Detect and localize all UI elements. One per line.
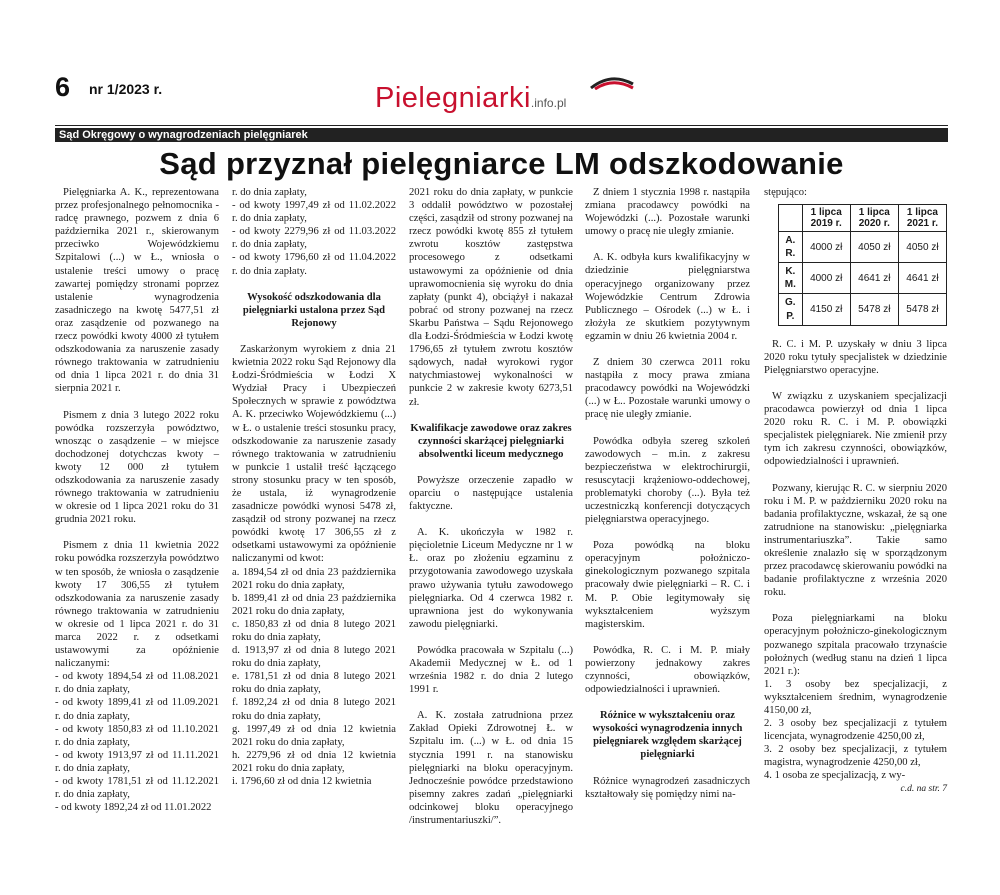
- page-number: 6: [55, 72, 71, 102]
- paragraph: Pozwany, kierując R. C. w sierpniu 2020 roku i M. P. w październiku 2020 roku na badania profilaktyczne, wskazał, że są one zatrudnione na stanowisku: „pielęgniarka instrumentariuszka”. Takie samo określenie znalazło się w sporządzonym przez pracodawcę skierowaniu powódki na badanie profilaktyczne z września 2020 roku.: [764, 482, 947, 599]
- paragraph: Poza powódką na bloku operacyjnym położniczo-ginekologicznym pozwanego szpitala pracowały dwie pielęgniarki – R. C. i M. P. Obie legitymowały się wykształceniem wyższym magisterskim.: [585, 540, 750, 630]
- article-headline: Sąd przyznał pielęgniarce LM odszkodowanie: [159, 146, 844, 181]
- table-row: [779, 294, 947, 325]
- list-item: i. 1796,60 zł od dnia 12 kwietnia: [232, 776, 372, 788]
- column-5: [764, 186, 947, 809]
- list-item: - od kwoty 1781,51 zł od 11.12.2021 r. do dnia zapłaty,: [55, 776, 219, 801]
- list-item: 4. 1 osoba ze specjalizacją, z wy-: [764, 770, 906, 782]
- site-logo: [375, 82, 566, 115]
- table-cell: 5478 zł: [898, 294, 946, 325]
- paragraph: Pismem z dnia 3 lutego 2022 roku powódka rozszerzyła powództwo, wnosząc o zasądzenie – w miejsce dochodzonej dotychczas kwoty – kwoty 12 000 zł tytułem odszkodowania za naruszenie zasady równego traktowania w zatrudnieniu w okresie od 1 lipca 2021 roku do 31 grudnia 2021 roku.: [55, 409, 219, 526]
- table-cell: 4050 zł: [850, 232, 898, 263]
- table-cell: 5478 zł: [850, 294, 898, 325]
- list-item: d. 1913,97 zł od dnia 8 lutego 2021 roku do dnia zapłaty,: [232, 645, 396, 670]
- paragraph: Powódka pracowała w Szpitalu (...) Akademii Medycznej w Ł. od 1 września 1982 r. do dnia 2 lutego 1991 r.: [409, 644, 573, 696]
- table-header: 1 lipca 2019 r.: [802, 205, 850, 232]
- table-cell: 4641 zł: [898, 263, 946, 294]
- list-item: 3. 2 osoby bez specjalizacji, z tytułem magistra, wynagrodzenie 4250,00 zł,: [764, 744, 947, 769]
- list-item: - od kwoty 1892,24 zł od 11.01.2022: [55, 802, 212, 814]
- column-1: [55, 186, 219, 814]
- page-header: [55, 72, 948, 128]
- salary-table: [778, 204, 947, 326]
- paragraph: Powyższe orzeczenie zapadło w oparciu o następujące ustalenia faktyczne.: [409, 474, 573, 513]
- list-item: b. 1899,41 zł od dnia 23 października 2021 roku do dnia zapłaty,: [232, 592, 396, 617]
- paragraph: Pielęgniarka A. K., reprezentowana przez profesjonalnego pełnomocnika - radcę prawnego, pozwem z dnia 6 października 2021 r., skierowanym przeciwko Wojewódzkiemu Szpitalowi (...) w Ł., wniosła o ustalenie treści umowy o pracę zawartej pomiędzy stronami poprzez ustalenie wynagrodzenia zasadniczego na kwotę 5477,51 zł oraz zasądzenie od pozwanego na rzecz powódki kwoty 4000 zł tytułem odszkodowania za naruszenie zasady równego traktowania w zatrudnieniu od dnia 1 lipca 2021 r. do dnia 31 sierpnia 2021 r.: [55, 187, 219, 395]
- paragraph: Różnice wynagrodzeń zasadniczych kształtowały się pomiędzy nimi na-: [585, 775, 750, 800]
- list-item: f. 1892,24 zł od dnia 8 lutego 2021 roku do dnia zapłaty,: [232, 697, 396, 722]
- subheading: Kwalifikacje zawodowe oraz zakres czynności skarżącej pielęgniarki absolwentki liceum medycznego: [410, 422, 572, 460]
- subheading: Różnice w wykształceniu oraz wysokości wynagrodzenia innych pielęgniarek względem skarżącej pielęgniarki: [592, 710, 743, 761]
- paragraph: Pismem z dnia 11 kwietnia 2022 roku powódka rozszerzyła powództwo w ten sposób, że wniosła o zasądzenie kwoty 17 306,55 zł tytułem odszkodowania za naruszenie zasady równego traktowania w zatrudnieniu w okresie od 1 lipca 2021 r. do 31 marca 2022 r. z odsetkami ustawowymi za opóźnienie naliczanymi:: [55, 540, 219, 670]
- paragraph: Powódka, R. C. i M. P. miały powierzony jednakowy zakres czynności, obowiązków, odpowiedzialności i uprawnień.: [585, 644, 750, 696]
- column-2: [232, 186, 396, 788]
- list-item: - od kwoty 1796,60 zł od 11.04.2022 r. do dnia zapłaty.: [232, 252, 396, 277]
- issue-number: nr 1/2023 r.: [89, 81, 163, 97]
- paragraph: R. C. i M. P. uzyskały w dniu 3 lipca 2020 roku tytuły specjalistek w dziedzinie Pielęgniarstwo operacyjne.: [764, 338, 947, 376]
- table-cell: 4000 zł: [802, 232, 850, 263]
- table-row: [779, 232, 947, 263]
- list-item: - od kwoty 1850,83 zł od 11.10.2021 r. do dnia zapłaty,: [55, 723, 219, 748]
- list-item: - od kwoty 1913,97 zł od 11.11.2021 r. do dnia zapłaty,: [55, 749, 219, 774]
- paragraph: Poza pielęgniarkami na bloku operacyjnym położniczo-ginekologicznym pozwanego szpitala pracowało trzynaście położnych (według stanu na dzień 1 lipca 2021 r.):: [764, 613, 947, 677]
- paragraph: Powódka odbyła szereg szkoleń zawodowych – m.in. z zakresu bezpieczeństwa w elektrochirurgii, resuscytacji krążeniowo-oddechowej, problematyki choroby (...). Była też uczestniczką konferencji dotyczących pielęgniarstwa operacyjnego.: [585, 435, 750, 526]
- row-label: G. P.: [779, 294, 803, 325]
- paragraph: Zaskarżonym wyrokiem z dnia 21 kwietnia 2022 roku Sąd Rejonowy dla Łodzi-Śródmieścia w Łodzi X Wydział Pracy i Ubezpieczeń Społecznych w sprawie z powództwa A. K. przeciwko Wojewódzkiemu (...) w Ł. o ustalenie treści stosunku pracy, odszkodowanie za naruszenie zasady równego traktowania w zatrudnieniu w punkcie 1 ustalił treść łączącego strony stosunku pracy w ten sposób, że ustala, iż wynagrodzenie zasadnicze powódki wynosi 5478 zł, zasądził od strony pozwanej na rzecz powódki kwotę 17 306,55 zł z odsetkami ustawowymi za opóźnienie naliczanymi od kwot:: [232, 343, 396, 565]
- table-header: 1 lipca 2021 r.: [898, 205, 946, 232]
- list-item: h. 2279,96 zł od dnia 12 kwietnia 2021 roku do dnia zapłaty,: [232, 749, 396, 774]
- table-cell: 4000 zł: [802, 263, 850, 294]
- row-label: K. M.: [779, 263, 803, 294]
- header-divider: [55, 125, 948, 126]
- paragraph: W związku z uzyskaniem specjalizacji pracodawca powierzył od dnia 1 lipca 2020 roku R. C. i M. P. obowiązki specjalistek pielęgniarek. Nie zmienił przy tym ich zakresu czynności, obowiązków, odpowiedzialności i uprawnień.: [764, 390, 947, 468]
- paragraph: stępująco:: [764, 187, 807, 198]
- list-item: g. 1997,49 zł od dnia 12 kwietnia 2021 roku do dnia zapłaty,: [232, 723, 396, 748]
- table-header-row: [779, 205, 947, 232]
- list-item: a. 1894,54 zł od dnia 23 października 2021 roku do dnia zapłaty,: [232, 566, 396, 591]
- list-item: c. 1850,83 zł od dnia 8 lutego 2021 roku do dnia zapłaty,: [232, 618, 396, 643]
- list-item: e. 1781,51 zł od dnia 8 lutego 2021 roku do dnia zapłaty,: [232, 671, 396, 696]
- row-label: A. R.: [779, 232, 803, 263]
- logo-main-text: Pielegniarki: [375, 82, 531, 114]
- table-corner: [779, 205, 803, 232]
- table-cell: 4641 zł: [850, 263, 898, 294]
- logo-sub-text: .info.pl: [530, 96, 567, 110]
- column-4: [585, 186, 750, 814]
- paragraph: 2021 roku do dnia zapłaty, w punkcie 3 oddalił powództwo w pozostałej części, zasądził od strony pozwanej na rzecz powódki kwotę 855 zł tytułem zwrotu kosztów zastępstwa procesowego z odsetkami ustawowymi za opóźnienie od dnia uprawomocnienia się wyroku do dnia zapłaty (punkt 4), obciążył i nakazał pobrać od strony pozwanej na rzecz Skarbu Państwa – Sądu Rejonowego dla Łodzi-Śródmieścia w Łodzi kwotę 1796,65 zł tytułem zwrotu kosztów sądowych, nadał wyrokowi rygor natychmiastowej wykonalności w punkcie 2 w zakresie kwoty 6273,51 zł.: [409, 187, 573, 408]
- section-label: Sąd Okręgowy o wynagrodzeniach pielęgniarek: [55, 128, 948, 142]
- logo-swoosh-icon: [589, 74, 635, 90]
- table-header: 1 lipca 2020 r.: [850, 205, 898, 232]
- list-item: - od kwoty 1997,49 zł od 11.02.2022 r. do dnia zapłaty,: [232, 200, 396, 225]
- list-item: - od kwoty 1894,54 zł od 11.08.2021 r. do dnia zapłaty,: [55, 671, 219, 696]
- list-item: 2. 3 osoby bez specjalizacji z tytułem licencjata, wynagrodzenie 4250,00 zł,: [764, 718, 947, 743]
- paragraph: A. K. została zatrudniona przez Zakład Opieki Zdrowotnej Ł. w Szpitalu im. (...) w Ł. od dnia 15 stycznia 1991 r. na stanowisku pielęgniarki na bloku operacyjnym. Jednocześnie powódce przedstawiono pisemny zakres zadań „pielęgniarki odcinkowej bloku operacyjnego /instrumentariuszki/”.: [409, 710, 573, 827]
- subheading: Wysokość odszkodowania dla pielęgniarki ustalona przez Sąd Rejonowy: [242, 291, 386, 329]
- list-item: - od kwoty 2279,96 zł od 11.03.2022 r. do dnia zapłaty,: [232, 226, 396, 251]
- column-3: [409, 186, 573, 840]
- paragraph: A. K. ukończyła w 1982 r. pięcioletnie Liceum Medyczne nr 1 w Ł. oraz po złożeniu egzaminu z przygotowania zawodowego uzyskała prawo używania tytułu zawodowego pielęgniarka. Od 4 czerwca 1982 r. uprawniona jest do wykonywania zawodu pielęgniarki.: [409, 527, 573, 630]
- list-item: 1. 3 osoby bez specjalizacji, z wykształceniem średnim, wynagrodzenie 4150,00 zł,: [764, 678, 947, 716]
- table-row: [779, 263, 947, 294]
- list-item: r. do dnia zapłaty,: [232, 187, 307, 198]
- paragraph: Z dniem 30 czerwca 2011 roku nastąpiła z mocy prawa zmiana pracodawcy powódki na Wojewódzki (...) w Ł.. Pozostałe warunki umowy o pracę nie uległy zmianie.: [585, 357, 750, 421]
- list-item: - od kwoty 1899,41 zł od 11.09.2021 r. do dnia zapłaty,: [55, 697, 219, 722]
- table-cell: 4150 zł: [802, 294, 850, 325]
- continued-note: c.d. na str. 7: [900, 783, 947, 794]
- paragraph: A. K. odbyła kurs kwalifikacyjny w dziedzinie pielęgniarstwa operacyjnego organizowany przez Wojewódzkie Centrum Zdrowia Publicznego – Ośrodek (...) w Ł. i złożyła ze skutkiem pozytywnym egzamin w dniu 26 kwietnia 2004 r.: [585, 252, 750, 342]
- table-cell: 4050 zł: [898, 232, 946, 263]
- paragraph: Z dniem 1 stycznia 1998 r. nastąpiła zmiana pracodawcy powódki na Wojewódzki (...). Pozostałe warunki umowy o pracę nie uległy zmianie.: [585, 187, 750, 238]
